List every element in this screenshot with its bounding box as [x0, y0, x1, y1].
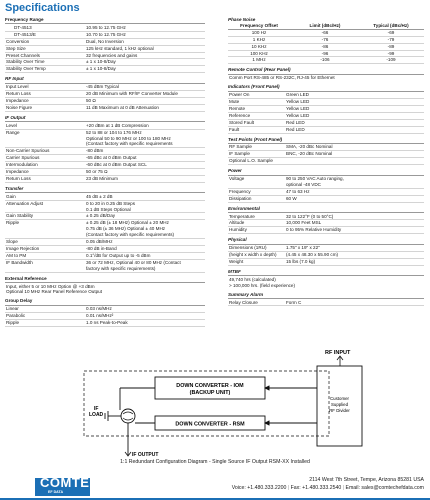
left-column: [5, 17, 205, 327]
spec-row: [228, 151, 424, 158]
spec-value: [86, 213, 205, 219]
if-load-label: LOAD: [89, 412, 104, 418]
phase-noise-row: [228, 30, 424, 37]
company-contact: [232, 477, 424, 492]
spec-value: [286, 252, 424, 258]
spec-row: [5, 194, 205, 201]
spec-row: [5, 130, 205, 149]
general-spec-rows: [5, 39, 205, 74]
spec-row: [5, 253, 205, 260]
phase-noise-row: [228, 57, 424, 64]
spec-value: [86, 59, 205, 65]
frequency-range-rows: [5, 25, 205, 39]
spec-value: [86, 239, 205, 245]
text-line: Input, either 5 or 10 MHz Option @ +3 dBm: [6, 283, 95, 289]
spec-label: Remote: [229, 105, 246, 111]
spec-value: [86, 39, 205, 45]
down-converter-iom-label: DOWN CONVERTER - IOM: [176, 383, 244, 389]
spec-value-line: 32 to 122°F (0 to 50°C): [286, 213, 334, 219]
text-line: 49,740 hrs (calculated): [229, 276, 276, 282]
section-heading-group-delay: Group Delay: [5, 298, 33, 304]
spec-value: [286, 92, 424, 98]
spec-value-line: 10.95 to 12.75 GHz: [86, 24, 126, 30]
spec-row: [228, 106, 424, 113]
spec-label: Mute: [229, 98, 240, 104]
spec-row: [5, 239, 205, 246]
section-heading-indicators: Indicators (Front Panel): [228, 84, 280, 90]
spec-row: [5, 46, 205, 53]
spec-label: Fault: [229, 126, 240, 132]
mtbf-lines: [228, 277, 424, 289]
phase-noise-cell: -106: [320, 57, 330, 63]
power-rows: [228, 176, 424, 203]
separator: |: [342, 484, 346, 491]
spec-label: Return Loss: [6, 91, 31, 97]
spec-value-line: 60 W: [286, 195, 297, 201]
spec-label: Optional L.O. Sample: [229, 158, 273, 164]
spec-value: [86, 123, 205, 129]
spec-row: [228, 252, 424, 259]
spec-label: Ripple: [6, 220, 20, 226]
spec-label: Frequency: [229, 188, 251, 194]
spec-label: Ripple: [6, 320, 20, 326]
spec-label: Parabolic: [6, 313, 26, 319]
spec-value: [86, 194, 205, 200]
spec-value: [86, 260, 205, 272]
spec-value: [86, 46, 205, 52]
spec-label: IF Bandwidth: [6, 259, 33, 265]
spec-label: Preset Channels: [6, 52, 40, 58]
spec-value: [86, 98, 205, 104]
spec-value: [86, 246, 205, 252]
page-title: Specifications: [5, 2, 80, 14]
spec-label: DT-4513/E: [14, 31, 36, 37]
spec-row: [228, 113, 424, 120]
spec-value-line: (Contact factory with specific requirements): [86, 232, 175, 238]
spec-value-line: 50 Ω: [86, 97, 96, 103]
section-heading-phase-noise: Phase Noise: [228, 17, 256, 22]
external-reference-lines: [5, 284, 205, 296]
spec-value-line: 0.75 dB (± 36 MHz) Optional ± 40 MHz: [86, 226, 166, 232]
spec-row: [5, 320, 205, 327]
spec-value: [86, 201, 205, 213]
spec-value: [86, 155, 205, 161]
test-point-rows: [228, 144, 424, 165]
spec-row: [5, 66, 205, 73]
spec-row: [5, 176, 205, 183]
rf-input-rows: [5, 84, 205, 112]
spec-value-line: -60 dBc at 0 dBm Output SCL: [86, 162, 147, 168]
spec-value-line: Yellow LED: [286, 112, 310, 118]
spec-row: [228, 92, 424, 99]
phase-noise-cell: 10 KHz: [251, 43, 267, 49]
spec-label: Power On: [229, 92, 250, 98]
spec-row: [5, 123, 205, 130]
rf-divider-label: Customer: [329, 396, 350, 401]
spec-value-line: 0 to 95% Relative Humidity: [286, 227, 342, 233]
spec-row: [5, 201, 205, 214]
spec-row: [5, 39, 205, 46]
spec-value-line: (Contact factory with specific requirements: [86, 141, 173, 147]
spec-label: Non-Carrier Spurious: [6, 148, 50, 154]
phase-noise-cell: -86: [321, 43, 329, 49]
spec-value: [86, 66, 205, 72]
spec-value-line: 90 to 250 VAC Auto ranging,: [286, 176, 344, 182]
spec-value: [86, 253, 205, 259]
physical-rows: [228, 245, 424, 266]
spec-value: [286, 196, 424, 202]
spec-label: Return Loss: [6, 175, 31, 181]
section-heading-power: Power: [228, 168, 242, 174]
spec-value-line: 1.75" x 19" x 22": [286, 245, 320, 251]
section-heading-transfer: Transfer: [5, 185, 24, 191]
spec-value-line: 0.03 ns/MHz: [86, 306, 112, 312]
spec-value-line: 10,000 Feet MSL: [286, 220, 322, 226]
spec-value: [286, 106, 424, 112]
spec-row: [5, 313, 205, 320]
spec-value: [286, 158, 424, 164]
spec-value-line: ± 1 x 10-8/Day: [86, 59, 116, 65]
spec-value-line: 10.70 to 12.75 GHz: [86, 31, 126, 37]
spec-value-line: Form C: [286, 299, 302, 305]
spec-value-line: 0 to 20 in 0.25 dB Steps: [86, 200, 136, 206]
indicator-rows: [228, 92, 424, 133]
spec-row: [5, 32, 205, 39]
spec-row: [228, 259, 424, 266]
environmental-rows: [228, 214, 424, 235]
spec-label: Conversion: [6, 38, 30, 44]
rf-input-label: RF INPUT: [325, 350, 351, 356]
spec-value-line: Dual, No Inversion: [86, 38, 124, 44]
spec-value: [86, 91, 205, 97]
text-line: Comm Port RS-485 or RS-232C, RJ-45 for Ethernet: [229, 75, 335, 81]
spec-row: [228, 245, 424, 252]
spec-value: [86, 25, 205, 31]
spec-label: Intermodulation: [6, 162, 38, 168]
transfer-switch-icon: [121, 409, 135, 423]
section-heading-if-output: IF Output: [5, 114, 26, 120]
spec-row: [228, 120, 424, 127]
redundant-configuration-diagram: [0, 344, 430, 464]
spec-value-line: 45 dB ± 2 dB: [86, 193, 113, 199]
spec-label: Dimensions (1RU): [229, 245, 267, 251]
spec-row: [5, 246, 205, 253]
phase-noise-cell: -99: [387, 50, 395, 56]
section-heading-summary-alarm: Summary Alarm: [228, 291, 264, 297]
spec-label: Carrier Spurious: [6, 155, 40, 161]
spec-label: Altitude: [229, 220, 245, 226]
spec-label: Humidity: [229, 227, 247, 233]
spec-label: Noise Figure: [6, 104, 33, 110]
phase-noise-cell: -79: [387, 36, 395, 42]
phase-noise-cell: -109: [386, 57, 396, 63]
spec-value-line: optional -48 VDC: [286, 181, 321, 187]
spec-value-line: factory with specific requirements): [86, 265, 156, 271]
spec-row: [5, 213, 205, 220]
remote-control-lines: [228, 75, 424, 81]
if-load-label: IF: [94, 406, 99, 412]
spec-value-line: -45 dBm Typical: [86, 84, 119, 90]
spec-row: [228, 220, 424, 227]
section-heading-physical: Physical: [228, 237, 247, 243]
separator: |: [287, 484, 291, 491]
spec-value: [286, 227, 424, 233]
spec-value-line: Red LED: [286, 126, 305, 132]
transfer-rows: [5, 194, 205, 273]
spec-value-line: -65 dBc at 0 dBm Output: [86, 155, 137, 161]
spec-value-line: BNC, -20 dBc Nominal: [286, 151, 333, 157]
spec-label: Slope: [6, 239, 18, 245]
spec-value: [86, 162, 205, 168]
spec-value: [286, 176, 424, 188]
section-heading-frequency-range: Frequency Range: [5, 17, 44, 22]
spec-value: [286, 120, 424, 126]
spec-label: Input Level: [6, 84, 29, 90]
if-output-label: IF OUTPUT: [132, 452, 159, 458]
spec-value: [286, 151, 424, 157]
down-converter-iom-sublabel: (BACKUP UNIT): [189, 390, 231, 396]
spec-row: [228, 227, 424, 234]
spec-row: [228, 158, 424, 165]
spec-label: Weight: [229, 259, 244, 264]
spec-value-line: 125 kHz standard, 1 kHz optional: [86, 45, 154, 51]
phase-noise-cell: -76: [321, 36, 329, 42]
spec-label: Stored Fault: [229, 119, 255, 125]
spec-row: [5, 98, 205, 105]
spec-row: [228, 127, 424, 134]
spec-value: [286, 189, 424, 195]
spec-label: Impedance: [6, 169, 29, 175]
spec-value-line: 0.01 ns/MHz²: [86, 313, 114, 319]
spec-row: [228, 176, 424, 189]
spec-label: Impedance: [6, 97, 29, 103]
spec-row: [5, 162, 205, 169]
down-converter-rsm-label: DOWN CONVERTER - RSM: [175, 421, 245, 428]
spec-row: [5, 260, 205, 273]
spec-label: Gain Stability: [6, 213, 34, 219]
spec-value: [286, 127, 424, 133]
spec-label: Linear: [6, 306, 19, 312]
spec-value: [86, 130, 205, 148]
spec-value: [286, 144, 424, 150]
spec-row: [5, 91, 205, 98]
spec-row: [5, 84, 205, 91]
phase-noise-rows: [228, 30, 424, 65]
spec-label: Voltage: [229, 176, 245, 182]
spec-value: [86, 320, 205, 326]
spec-value: [286, 214, 424, 220]
spec-value: [86, 176, 205, 182]
phase-noise-cell: -66: [321, 29, 329, 35]
spec-value-line: -80 dBm: [86, 148, 104, 154]
spec-row: [5, 148, 205, 155]
section-heading-remote-control: Remote Control (Rear Panel): [228, 67, 291, 73]
spec-value: [286, 113, 424, 119]
phase-noise-cell: 100 KHz: [250, 50, 268, 56]
spec-row: [228, 144, 424, 151]
spec-value: [86, 105, 205, 111]
phase-noise-cell: -69: [387, 29, 395, 35]
phase-noise-cell: -89: [387, 43, 395, 49]
spec-row: [5, 59, 205, 66]
spec-row: [5, 169, 205, 176]
section-heading-test-points: Test Points (Front Panel): [228, 136, 283, 142]
spec-label: AM to PM: [6, 252, 27, 258]
spec-row: [5, 306, 205, 313]
spec-value: [86, 148, 205, 154]
spec-label: Step Size: [6, 45, 26, 51]
company-address: 2114 West 7th Street, Tempe, Arizona 85281 USA: [309, 477, 424, 483]
spec-value-line: Green LED: [286, 92, 309, 98]
spec-value-line: 23 dB Minimum: [86, 175, 118, 181]
phase-noise-row: [228, 37, 424, 44]
summary-alarm-rows: [228, 300, 424, 307]
spec-label: Relay Closure: [229, 299, 258, 305]
spec-value-line: 0.1°/dB for Output up to -5 dBm: [86, 252, 151, 258]
spec-value-line: ± 1 x 10-8/Day: [86, 66, 116, 72]
spec-label: Temperature: [229, 213, 255, 219]
spec-value-line: 52 to 88 or 104 to 176 MHz: [86, 129, 142, 135]
spec-value-line: -80 dB in-Band: [86, 246, 117, 251]
group-delay-rows: [5, 306, 205, 327]
spec-label: Reference: [229, 112, 251, 118]
spec-value: [286, 259, 424, 265]
phase-noise-header: [228, 23, 424, 30]
fax-number: Fax: +1.480.333.2540: [290, 484, 342, 491]
phase-noise-cell: 1 MHz: [252, 57, 266, 63]
if-output-rows: [5, 123, 205, 183]
phase-noise-row: [228, 51, 424, 58]
spec-value-line: 47 to 63 Hz: [286, 188, 310, 194]
phase-noise-cell: 100 Hz: [251, 29, 267, 35]
spec-row: [5, 25, 205, 32]
rf-divider-label: Supplied: [330, 402, 349, 407]
section-heading-environmental: Environmental: [228, 205, 260, 211]
spec-row: [228, 214, 424, 221]
email-address: Email: sales@comtechefdata.com: [345, 484, 424, 491]
section-heading-rf-input: RF Input: [5, 76, 24, 82]
spec-value-line: Yellow LED: [286, 98, 310, 104]
spec-value-line: Yellow LED: [286, 105, 310, 111]
spec-value-line: Red LED: [286, 119, 305, 125]
spec-row: [228, 196, 424, 203]
spec-label: IF Sample: [229, 151, 250, 157]
spec-value-line: 15 lbs (7.0 kg): [286, 259, 316, 264]
spec-value-line: 32 frequencies and gains: [86, 52, 138, 58]
spec-value-line: 0.1 dB Steps Optional: [86, 206, 131, 212]
spec-row: [5, 105, 205, 112]
spec-label: Image Rejection: [6, 246, 40, 251]
spec-label: (height x width x depth): [229, 252, 277, 258]
spec-value-line: (4.45 x 48.30 x 55.90 cm): [286, 252, 339, 258]
spec-value: [86, 53, 205, 59]
section-heading-mtbf: MTBF: [228, 268, 241, 274]
spec-value-line: ± 0.25 dB/Day: [86, 213, 116, 219]
spec-value-line: ± 0.25 dB (± 18 MHz) Optional ± 20 MHz: [86, 220, 169, 226]
phase-noise-cell: 1 KHz: [252, 36, 266, 42]
spec-label: Gain: [6, 193, 16, 199]
spec-label: Attenuation Adjust: [6, 200, 44, 206]
spec-value-line: 11 dB Maximum at 0 dB Attenuation: [86, 104, 159, 110]
spec-value: [86, 313, 205, 319]
spec-label: Stability Over Temp: [6, 66, 46, 72]
spec-row: [5, 220, 205, 239]
spec-label: RF Sample: [229, 144, 252, 150]
spec-value: [86, 32, 205, 38]
spec-label: Stability Over Time: [6, 59, 45, 65]
spec-value: [286, 245, 424, 251]
text-line: Optional 10 MHz Rear Panel Reference Output: [6, 289, 103, 295]
spec-value: [286, 220, 424, 226]
spec-value: [286, 300, 424, 306]
spec-row: [228, 99, 424, 106]
phase-noise-cell: -96: [321, 50, 329, 56]
spec-label: Dissipation: [229, 195, 252, 201]
section-heading-external-reference: External Reference: [5, 275, 47, 281]
spec-value: [86, 84, 205, 90]
spec-value: [86, 220, 205, 238]
phase-noise-col-header: Typical (dBc/Hz): [373, 22, 409, 28]
spec-label: Range: [6, 129, 20, 135]
spec-row: [5, 53, 205, 60]
spec-value-line: Optional 50 to 90 MHz or 100 to 180 MHz: [86, 135, 171, 141]
spec-value-line: 0.05 dB/MHz: [86, 239, 113, 245]
text-line: > 100,000 hrs. (field experience): [229, 282, 296, 288]
spec-row: [5, 155, 205, 162]
spec-value-line: SMA, -20 dBc Nominal: [286, 144, 333, 150]
spec-value-line: +20 dBm at 1 dB Compression: [86, 122, 149, 128]
comtech-logo-text: COMTECH: [40, 475, 110, 490]
spec-value: [286, 99, 424, 105]
phase-noise-row: [228, 44, 424, 51]
spec-value: [86, 306, 205, 312]
spec-value-line: 20 dB Minimum with RF/IF Converter Module: [86, 91, 178, 97]
spec-label: Level: [6, 122, 17, 128]
right-column: [228, 17, 424, 306]
spec-value: [86, 169, 205, 175]
contact-line: [232, 485, 424, 493]
voice-number: Voice: +1.480.333.2200: [231, 484, 287, 491]
spec-value-line: 36 or 72 MHz, Optional 40 or 80 MHz (Contact: [86, 259, 181, 265]
rf-divider-label: RF Divider: [329, 408, 350, 413]
spec-row: [228, 300, 424, 307]
diagram-caption: 1:1 Redundant Configuration Diagram - Single Source IF Output RSM-XX Installed: [120, 459, 310, 465]
spec-value-line: 1.0 ns Peak-to-Peak: [86, 320, 128, 326]
spec-value-line: 50 or 75 Ω: [86, 169, 108, 175]
comtech-logo-subtext: EF DATA: [48, 490, 64, 494]
spec-label: DT-4513: [14, 24, 32, 30]
spec-row: [228, 189, 424, 196]
phase-noise-col-header: Limit (dBc/Hz): [309, 22, 341, 28]
phase-noise-col-header: Frequency Offset: [240, 22, 278, 28]
